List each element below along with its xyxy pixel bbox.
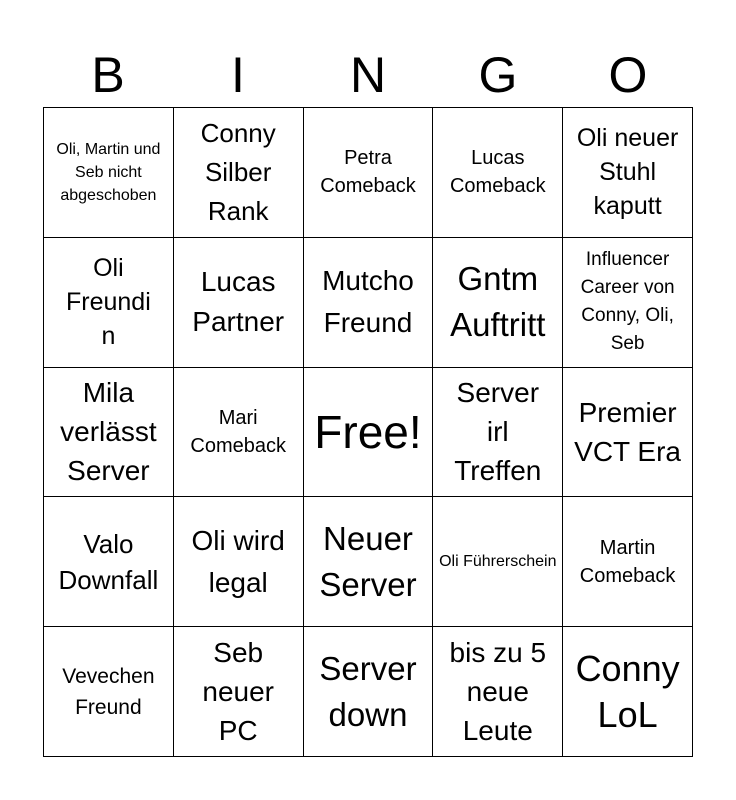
- bingo-cell-r4c4[interactable]: [433, 497, 563, 627]
- bingo-cell-r1c1[interactable]: [44, 108, 174, 238]
- bingo-cell-r3c5[interactable]: [563, 368, 693, 498]
- cell-text: Martin Comeback: [579, 536, 676, 587]
- bingo-cell-r3c1[interactable]: [44, 368, 174, 498]
- header-letter-o: O: [608, 47, 648, 103]
- bingo-cell-r1c2[interactable]: [174, 108, 304, 238]
- cell-text: bis zu 5 neue Leute: [449, 637, 547, 747]
- bingo-cell-r4c2[interactable]: [174, 497, 304, 627]
- cell-text: Conny Silber Rank: [200, 117, 276, 226]
- bingo-board: [43, 107, 693, 757]
- cell-text: Oli Freundin: [66, 254, 151, 351]
- bingo-cell-r4c1[interactable]: [44, 497, 174, 627]
- cell-text: Influencer Career von Conny, Oli, Seb: [580, 249, 675, 355]
- cell-text: Lucas Comeback: [449, 147, 546, 198]
- cell-text: Conny LoL: [575, 647, 680, 735]
- bingo-cell-r4c5[interactable]: [563, 497, 693, 627]
- bingo-cell-r1c3[interactable]: [304, 108, 434, 238]
- bingo-cell-r3c3[interactable]: [304, 368, 434, 498]
- bingo-cell-r5c4[interactable]: [433, 627, 563, 757]
- cell-text: Free!: [314, 405, 422, 458]
- cell-text: Seb neuer PC: [202, 637, 274, 747]
- cell-text: Mari Comeback: [190, 406, 286, 457]
- cell-text: Oli wird legal: [191, 524, 285, 598]
- bingo-cell-r2c3[interactable]: [304, 238, 434, 368]
- bingo-cell-r2c1[interactable]: [44, 238, 174, 368]
- bingo-cell-r5c2[interactable]: [174, 627, 304, 757]
- cell-text: Neuer Server: [319, 519, 417, 603]
- cell-text: Server irl Treffen: [454, 377, 542, 487]
- cell-text: Oli Führerschein: [439, 552, 557, 570]
- cell-text: Vevechen Freund: [62, 664, 155, 719]
- cell-text: Premier VCT Era: [574, 396, 682, 467]
- cell-text: Gntm Auftritt: [450, 260, 546, 344]
- header-letter-b: B: [91, 47, 125, 103]
- cell-text: Petra Comeback: [320, 147, 416, 198]
- bingo-cell-r2c5[interactable]: [563, 238, 693, 368]
- bingo-cell-r3c4[interactable]: [433, 368, 563, 498]
- bingo-cell-r3c2[interactable]: [174, 368, 304, 498]
- cell-text: Valo Downfall: [58, 528, 159, 595]
- cell-text: Mutcho Freund: [322, 265, 414, 339]
- header-letter-g: G: [478, 47, 518, 103]
- cell-text: Oli neuer Stuhl kaputt: [576, 124, 679, 221]
- cell-text: Lucas Partner: [192, 266, 285, 338]
- bingo-cell-r2c2[interactable]: [174, 238, 304, 368]
- bingo-cell-r2c4[interactable]: [433, 238, 563, 368]
- bingo-cell-r5c3[interactable]: [304, 627, 434, 757]
- bingo-cell-r1c5[interactable]: [563, 108, 693, 238]
- cell-text: Server down: [319, 649, 417, 733]
- header-letter-n: N: [349, 47, 387, 103]
- header-letter-i: I: [231, 47, 245, 103]
- bingo-cell-r1c4[interactable]: [433, 108, 563, 238]
- cell-text: Oli, Martin und Seb nicht abgeschoben: [56, 140, 161, 204]
- bingo-cell-r5c5[interactable]: [563, 627, 693, 757]
- bingo-cell-r5c1[interactable]: [44, 627, 174, 757]
- bingo-cell-r4c3[interactable]: [304, 497, 434, 627]
- bingo-header: [43, 44, 693, 106]
- cell-text: Mila verlässt Server: [60, 377, 157, 487]
